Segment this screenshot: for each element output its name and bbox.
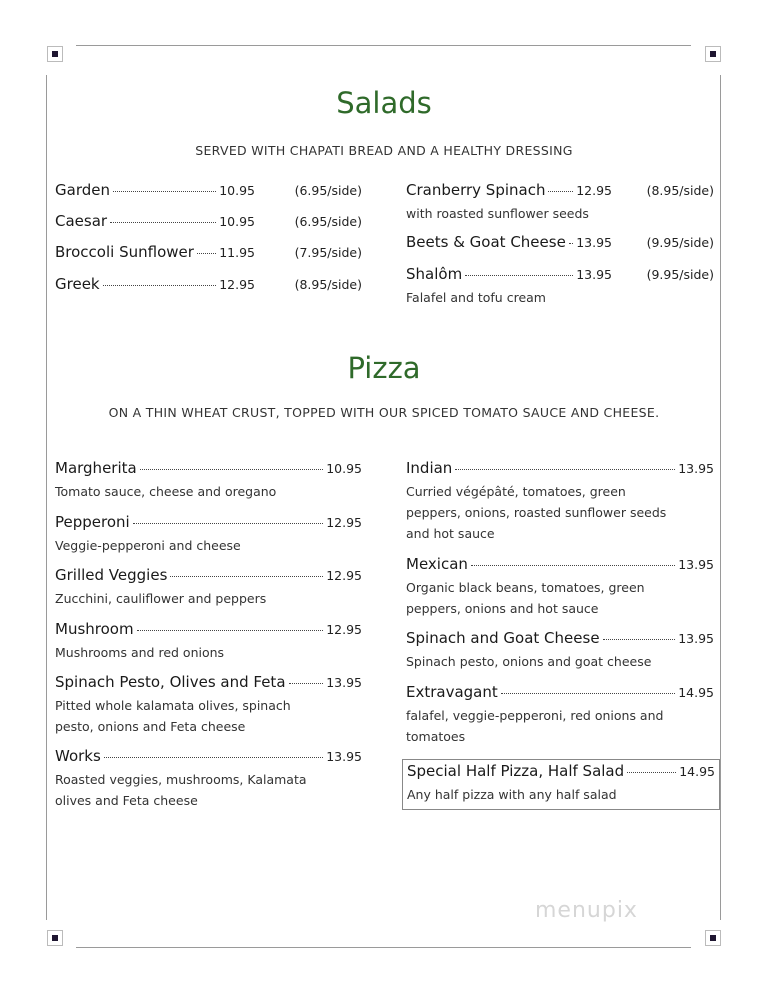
- pizza-title: Pizza: [347, 351, 421, 385]
- menu-item-row: [55, 513, 362, 535]
- border-top: [76, 45, 691, 46]
- corner-ornament: [47, 46, 63, 62]
- salads-subtitle: SERVED WITH CHAPATI BREAD AND A HEALTHY DRESSING: [195, 143, 573, 158]
- dot-leader: [104, 757, 323, 758]
- menu-item-price: 13.95: [678, 631, 714, 646]
- menu-item-price: 13.95: [326, 749, 362, 764]
- side-price: (6.95/side): [294, 214, 362, 229]
- menu-item: [55, 181, 362, 203]
- menu-item: [55, 275, 362, 297]
- menu-item: [55, 212, 362, 234]
- menu-item-price: 12.95: [326, 568, 362, 583]
- menu-item: [406, 233, 714, 255]
- menu-item: [406, 683, 714, 747]
- menu-item-row: [55, 459, 362, 481]
- dot-leader: [627, 772, 676, 773]
- dot-leader: [170, 576, 323, 577]
- menu-item-name: Greek: [55, 275, 100, 293]
- menu-item-name: Garden: [55, 181, 110, 199]
- menu-item: [55, 747, 362, 811]
- menu-item-row: [406, 233, 612, 255]
- menu-item-row: [55, 275, 255, 297]
- salads-title: Salads: [336, 86, 432, 120]
- menu-item-name: Beets & Goat Cheese: [406, 233, 566, 251]
- menu-item: [402, 759, 720, 810]
- dot-leader: [569, 243, 573, 244]
- menu-item-row: [55, 747, 362, 769]
- dot-leader: [455, 469, 675, 470]
- menu-item-name: Cranberry Spinach: [406, 181, 546, 199]
- menu-item: [55, 620, 362, 663]
- menu-item-price: 12.95: [326, 515, 362, 530]
- menu-item-price: 13.95: [678, 461, 714, 476]
- menu-item-description: Curried végépâté, tomatoes, green peppers, onions, roasted sunflower seeds and hot sauce: [406, 484, 667, 541]
- menu-item-description: Tomato sauce, cheese and oregano: [55, 484, 277, 499]
- menu-item-description: Pitted whole kalamata olives, spinach pesto, onions and Feta cheese: [55, 698, 291, 734]
- menu-item-row: [406, 555, 714, 577]
- menu-item-row: [55, 181, 255, 203]
- menu-item-name: Works: [55, 747, 101, 765]
- menu-item-price: 14.95: [678, 685, 714, 700]
- border-left: [46, 75, 47, 920]
- menu-item-description: falafel, veggie-pepperoni, red onions and tomatoes: [406, 708, 664, 744]
- menu-item-description: Veggie-pepperoni and cheese: [55, 538, 241, 553]
- menu-item-row: [406, 629, 714, 651]
- menu-item-name: Shalôm: [406, 265, 463, 283]
- menu-item-row: [406, 181, 612, 203]
- dot-leader: [103, 285, 217, 286]
- side-price: (7.95/side): [294, 245, 362, 260]
- menu-item: [55, 459, 362, 502]
- menu-item: [55, 673, 362, 737]
- menu-item-price: 12.95: [219, 277, 255, 292]
- menu-item-name: Indian: [406, 459, 453, 477]
- dot-leader: [197, 253, 216, 254]
- dot-leader: [289, 683, 324, 684]
- menu-item-description: Any half pizza with any half salad: [407, 787, 617, 802]
- menu-item-description: Organic black beans, tomatoes, green peppers, onions and hot sauce: [406, 580, 645, 616]
- side-price: (6.95/side): [294, 183, 362, 198]
- menu-item-row: [55, 243, 255, 265]
- side-price: (8.95/side): [646, 183, 714, 198]
- menu-item-name: Caesar: [55, 212, 108, 230]
- menu-item-row: [55, 673, 362, 695]
- border-right: [720, 75, 721, 920]
- menu-item-row: [55, 566, 362, 588]
- menu-item-price: 13.95: [576, 267, 612, 282]
- menu-item: [406, 629, 714, 672]
- corner-ornament: [47, 930, 63, 946]
- menu-item-name: Special Half Pizza, Half Salad: [407, 762, 625, 780]
- menu-item-price: 10.95: [219, 214, 255, 229]
- menu-item-name: Mushroom: [55, 620, 134, 638]
- watermark-logo: menupix: [535, 898, 638, 923]
- menu-item-price: 10.95: [326, 461, 362, 476]
- dot-leader: [137, 630, 324, 631]
- menu-item-description: Mushrooms and red onions: [55, 645, 225, 660]
- menu-item: [55, 513, 362, 556]
- menu-item-description: Falafel and tofu cream: [406, 290, 546, 305]
- menu-item-price: 11.95: [219, 245, 255, 260]
- menu-item-price: 13.95: [576, 235, 612, 250]
- menu-item-row: [55, 620, 362, 642]
- border-bottom: [76, 947, 691, 948]
- corner-ornament: [705, 930, 721, 946]
- menu-item-description: Zucchini, cauliflower and peppers: [55, 591, 267, 606]
- dot-leader: [133, 523, 324, 524]
- dot-leader: [501, 693, 675, 694]
- menu-item-price: 12.95: [576, 183, 612, 198]
- dot-leader: [548, 191, 573, 192]
- menu-item-description: with roasted sunflower seeds: [406, 206, 589, 221]
- dot-leader: [110, 222, 216, 223]
- dot-leader: [140, 469, 324, 470]
- side-price: (9.95/side): [646, 235, 714, 250]
- dot-leader: [465, 275, 573, 276]
- menu-item-name: Margherita: [55, 459, 137, 477]
- menu-item-description: Spinach pesto, onions and goat cheese: [406, 654, 652, 669]
- corner-ornament: [705, 46, 721, 62]
- menu-item-name: Spinach and Goat Cheese: [406, 629, 600, 647]
- menu-item-price: 13.95: [678, 557, 714, 572]
- menu-item: [406, 555, 714, 619]
- menu-item: [55, 566, 362, 609]
- menu-item: [406, 265, 714, 308]
- menu-item-price: 12.95: [326, 622, 362, 637]
- dot-leader: [113, 191, 216, 192]
- pizza-subtitle: ON A THIN WHEAT CRUST, TOPPED WITH OUR SPICED TOMATO SAUCE AND CHEESE.: [108, 405, 660, 420]
- side-price: (9.95/side): [646, 267, 714, 282]
- menu-item-name: Spinach Pesto, Olives and Feta: [55, 673, 286, 691]
- menu-item-name: Extravagant: [406, 683, 498, 701]
- menu-item-name: Pepperoni: [55, 513, 130, 531]
- menu-item-row: [406, 265, 612, 287]
- menu-item-price: 10.95: [219, 183, 255, 198]
- menu-item: [406, 459, 714, 544]
- side-price: (8.95/side): [294, 277, 362, 292]
- dot-leader: [603, 639, 676, 640]
- menu-item-name: Mexican: [406, 555, 468, 573]
- menu-item-name: Broccoli Sunflower: [55, 243, 194, 261]
- menu-item: [55, 243, 362, 265]
- menu-item-price: 14.95: [679, 764, 715, 779]
- menu-item-description: Roasted veggies, mushrooms, Kalamata olives and Feta cheese: [55, 772, 307, 808]
- menu-item-row: [406, 459, 714, 481]
- menu-item-row: [55, 212, 255, 234]
- dot-leader: [471, 565, 675, 566]
- menu-item-row: [406, 683, 714, 705]
- menu-item: [406, 181, 714, 224]
- menu-item-price: 13.95: [326, 675, 362, 690]
- menu-item-row: [407, 762, 715, 784]
- menu-item-name: Grilled Veggies: [55, 566, 168, 584]
